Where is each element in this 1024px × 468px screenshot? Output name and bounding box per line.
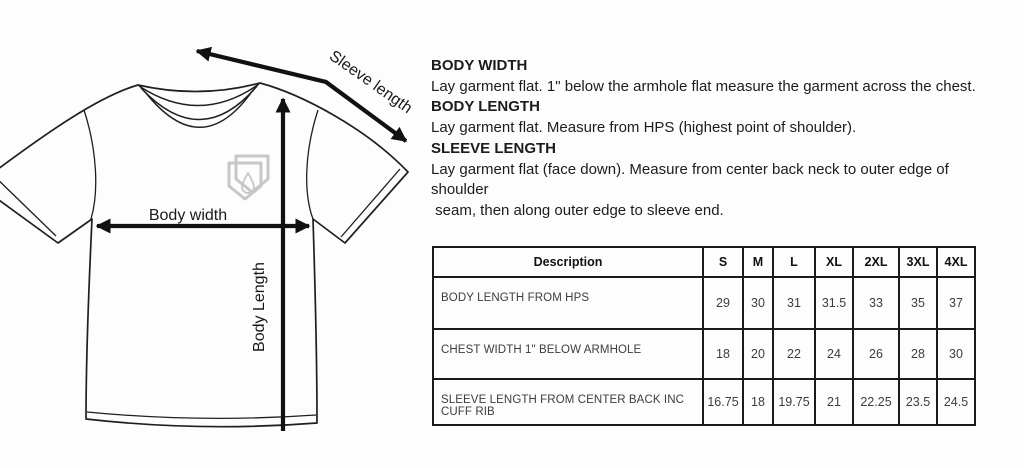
header-description: Description [433, 247, 703, 277]
value-cell: 37 [937, 277, 975, 329]
sleeve-length-heading: SLEEVE LENGTH [431, 139, 557, 157]
measurement-instructions [431, 56, 1024, 222]
value-cell: 18 [703, 329, 743, 379]
value-cell: 19.75 [773, 379, 815, 425]
description-cell: CHEST WIDTH 1" BELOW ARMHOLE [433, 329, 703, 379]
sleeve-length-text-line3: seam, then along outer edge to sleeve end. [431, 201, 724, 219]
value-cell: 28 [899, 329, 937, 379]
body-length-heading: BODY LENGTH [431, 98, 540, 116]
table-row-body-length [433, 277, 975, 329]
sleeve-length-text-line1: Lay garment flat (face down). Measure from center back neck to outer edge of [431, 160, 949, 178]
header-size-2xl: 2XL [853, 247, 899, 277]
header-size-4xl: 4XL [937, 247, 975, 277]
header-size-xl: XL [815, 247, 853, 277]
value-cell: 33 [853, 277, 899, 329]
body-width-label: Body width [148, 207, 228, 224]
value-cell: 31 [773, 277, 815, 329]
value-cell: 24.5 [937, 379, 975, 425]
body-width-text: Lay garment flat. 1" below the armhole flat measure the garment across the chest. [431, 77, 976, 95]
value-cell: 22 [773, 329, 815, 379]
value-cell: 23.5 [899, 379, 937, 425]
header-size-m: M [743, 247, 773, 277]
header-size-3xl: 3XL [899, 247, 937, 277]
value-cell: 18 [743, 379, 773, 425]
value-cell: 30 [743, 277, 773, 329]
header-size-s: S [703, 247, 743, 277]
tshirt-outline [0, 83, 408, 427]
header-size-l: L [773, 247, 815, 277]
body-length-text: Lay garment flat. Measure from HPS (highest point of shoulder). [431, 119, 857, 137]
body-length-label: Body Length [251, 262, 268, 352]
value-cell: 31.5 [815, 277, 853, 329]
value-cell: 29 [703, 277, 743, 329]
value-cell: 26 [853, 329, 899, 379]
description-cell: SLEEVE LENGTH FROM CENTER BACK INC CUFF RIB [433, 379, 703, 425]
value-cell: 21 [815, 379, 853, 425]
value-cell: 16.75 [703, 379, 743, 425]
body-width-heading: BODY WIDTH [431, 57, 528, 74]
value-cell: 22.25 [853, 379, 899, 425]
value-cell: 20 [743, 329, 773, 379]
value-cell: 30 [937, 329, 975, 379]
value-cell: 35 [899, 277, 937, 329]
size-chart-header-row [433, 247, 975, 277]
table-row-sleeve-length [433, 379, 975, 425]
tshirt-measurement-diagram [0, 0, 430, 468]
sleeve-length-label: Sleeve length [325, 47, 416, 118]
size-chart-table [432, 246, 976, 426]
description-cell: BODY LENGTH FROM HPS [433, 277, 703, 329]
sleeve-length-text-line2: shoulder [431, 181, 489, 199]
table-row-chest-width [433, 329, 975, 379]
value-cell: 24 [815, 329, 853, 379]
